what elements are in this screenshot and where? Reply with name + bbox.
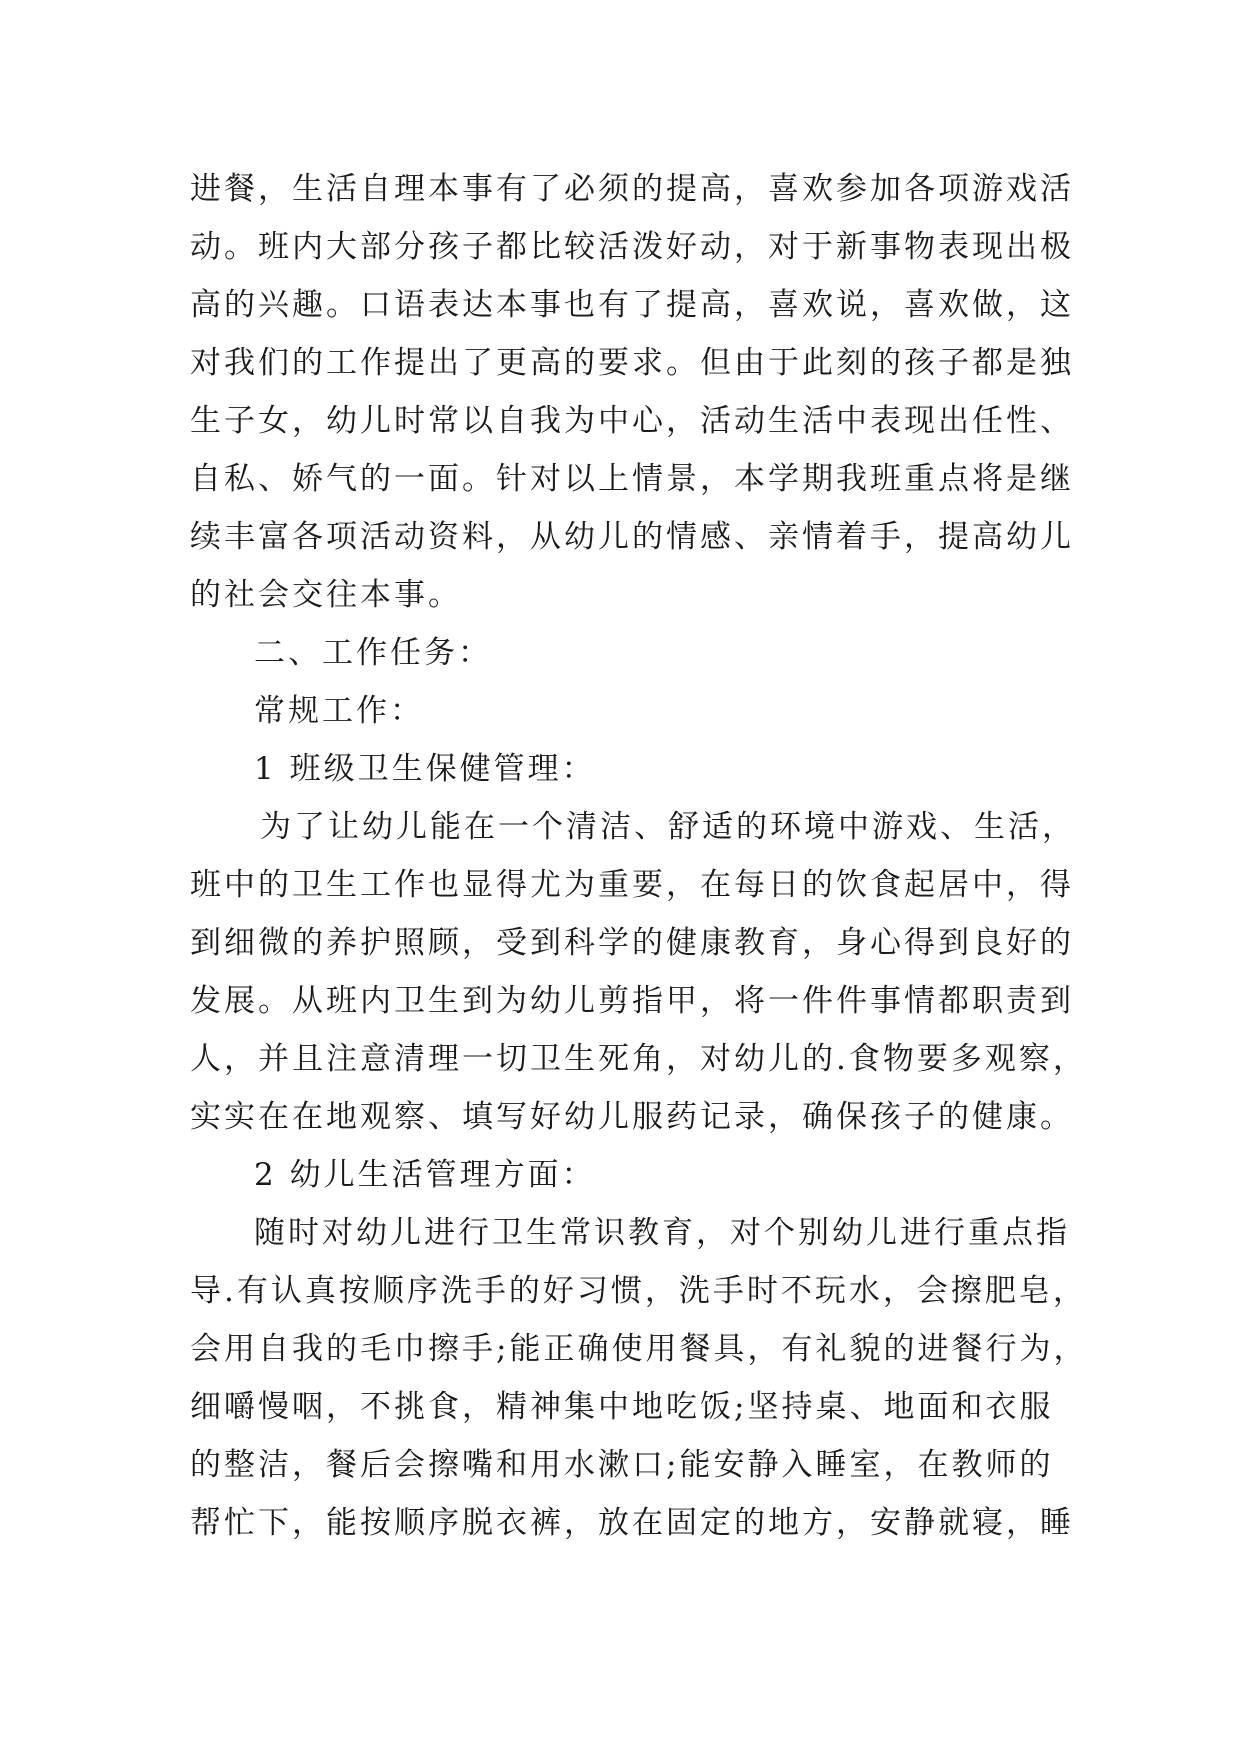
text-line: 的社会交往本事。 (190, 577, 462, 613)
text-line: 细嚼慢咽，不挑食，精神集中地吃饭;坚持桌、地面和衣服 (190, 1389, 1054, 1425)
text-line: 的整洁，餐后会擦嘴和用水漱口;能安静入睡室，在教师的 (190, 1447, 1054, 1483)
text-line: 自私、娇气的一面。针对以上情景，本学期我班重点将是继 (190, 461, 1074, 497)
paragraph-start-line: 为了让幼儿能在一个清洁、舒适的环境中游戏、生活， (260, 809, 1076, 845)
item-heading: 2 幼儿生活管理方面： (254, 1157, 596, 1193)
document-body (190, 160, 1088, 1552)
text-line: 续丰富各项活动资料，从幼儿的情感、亲情着手，提高幼儿 (190, 519, 1074, 555)
text-line: 到细微的养护照顾，受到科学的健康教育，身心得到良好的 (190, 925, 1074, 961)
text-line: 会用自我的毛巾擦手;能正确使用餐具，有礼貌的进餐行为， (190, 1331, 1088, 1367)
text-line: 高的兴趣。口语表达本事也有了提高，喜欢说，喜欢做，这 (190, 287, 1074, 323)
text-line: 实实在在地观察、填写好幼儿服药记录，确保孩子的健康。 (190, 1099, 1074, 1135)
subsection-heading: 常规工作： (254, 693, 424, 729)
text-line: 班中的卫生工作也显得尤为重要，在每日的饮食起居中，得 (190, 867, 1074, 903)
text-line: 帮忙下，能按顺序脱衣裤，放在固定的地方，安静就寝，睡 (190, 1505, 1074, 1541)
text-line: 对我们的工作提出了更高的要求。但由于此刻的孩子都是独 (190, 345, 1074, 381)
item-heading: 1 班级卫生保健管理： (254, 751, 596, 787)
section-heading: 二、工作任务： (254, 635, 492, 671)
text-line: 人，并且注意清理一切卫生死角，对幼儿的.食物要多观察， (190, 1041, 1087, 1077)
text-line: 动。班内大部分孩子都比较活泼好动，对于新事物表现出极 (190, 229, 1074, 265)
text-line: 导.有认真按顺序洗手的好习惯，洗手时不玩水，会擦肥皂， (190, 1273, 1087, 1309)
text-line: 进餐，生活自理本事有了必须的提高，喜欢参加各项游戏活 (190, 171, 1074, 207)
text-line: 生子女，幼儿时常以自我为中心，活动生活中表现出任性、 (190, 403, 1074, 439)
text-line: 发展。从班内卫生到为幼儿剪指甲，将一件件事情都职责到 (190, 983, 1074, 1019)
paragraph-start-line: 随时对幼儿进行卫生常识教育，对个别幼儿进行重点指 (254, 1215, 1070, 1251)
